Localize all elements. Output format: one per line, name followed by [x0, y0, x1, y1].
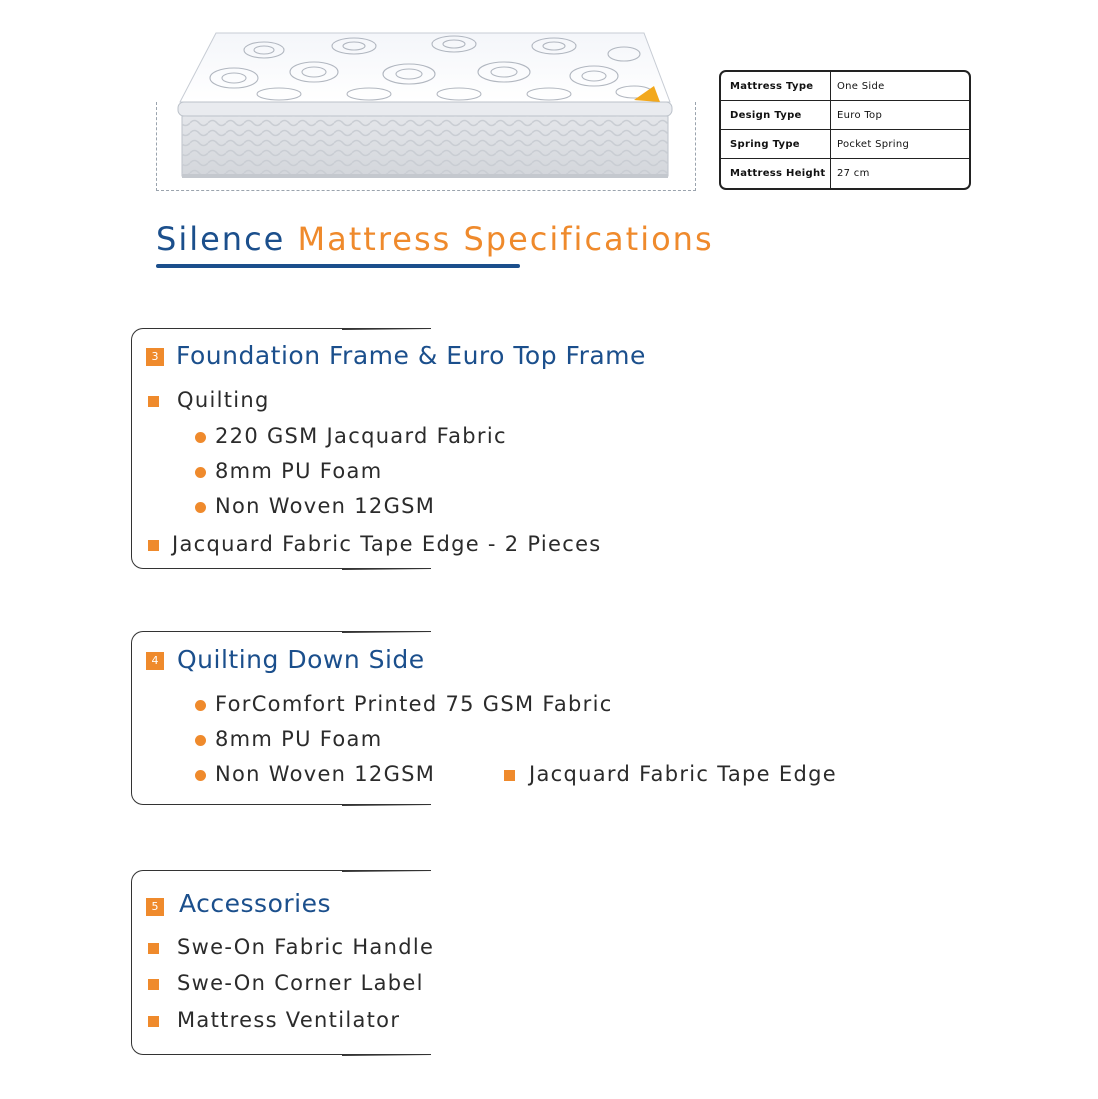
mattress-illustration	[154, 28, 699, 193]
spec-key: Mattress Height	[721, 159, 831, 189]
dot-bullet-icon	[195, 770, 206, 781]
spec-item: Quilting	[177, 388, 270, 412]
spec-item: Mattress Ventilator	[177, 1008, 401, 1032]
square-bullet-icon	[148, 979, 159, 990]
title-subject: Mattress Specifications	[297, 220, 714, 258]
spec-value: Pocket Spring	[837, 139, 910, 150]
section-title: Quilting Down Side	[177, 645, 425, 674]
spec-subitem: Non Woven 12GSM	[215, 494, 436, 518]
title-underline	[156, 264, 520, 268]
spec-key: Design Type	[721, 101, 831, 129]
spec-item: Jacquard Fabric Tape Edge	[529, 762, 837, 786]
square-bullet-icon	[148, 1016, 159, 1027]
section-number-badge: 5	[146, 898, 164, 916]
spec-row	[721, 101, 969, 130]
spec-row	[721, 130, 969, 159]
spec-item: Jacquard Fabric Tape Edge - 2 Pieces	[172, 532, 602, 556]
dot-bullet-icon	[195, 502, 206, 513]
dot-bullet-icon	[195, 735, 206, 746]
dot-bullet-icon	[195, 700, 206, 711]
spec-item: Swe-On Corner Label	[177, 971, 424, 995]
spec-item: Swe-On Fabric Handle	[177, 935, 435, 959]
section-title: Accessories	[179, 889, 332, 918]
spec-subitem: 8mm PU Foam	[215, 459, 383, 483]
spec-value: 27 cm	[837, 168, 870, 179]
title-brand: Silence	[156, 220, 286, 258]
spec-value: Euro Top	[837, 110, 883, 121]
spec-table	[719, 70, 971, 190]
section-number-badge: 3	[146, 348, 164, 366]
square-bullet-icon	[148, 540, 159, 551]
page-title	[156, 220, 714, 258]
dot-bullet-icon	[195, 432, 206, 443]
dot-bullet-icon	[195, 467, 206, 478]
square-bullet-icon	[148, 396, 159, 407]
square-bullet-icon	[504, 770, 515, 781]
spec-key: Spring Type	[721, 130, 831, 158]
square-bullet-icon	[148, 943, 159, 954]
section-number-badge: 4	[146, 652, 164, 670]
spec-subitem: ForComfort Printed 75 GSM Fabric	[215, 692, 613, 716]
spec-subitem: 220 GSM Jacquard Fabric	[215, 424, 507, 448]
spec-subitem: 8mm PU Foam	[215, 727, 383, 751]
spec-subitem: Non Woven 12GSM	[215, 762, 436, 786]
mattress-image	[154, 28, 699, 193]
spec-row	[721, 159, 969, 189]
spec-row	[721, 72, 969, 101]
spec-key: Mattress Type	[721, 72, 831, 100]
section-title: Foundation Frame & Euro Top Frame	[176, 341, 646, 370]
spec-value: One Side	[837, 81, 885, 92]
